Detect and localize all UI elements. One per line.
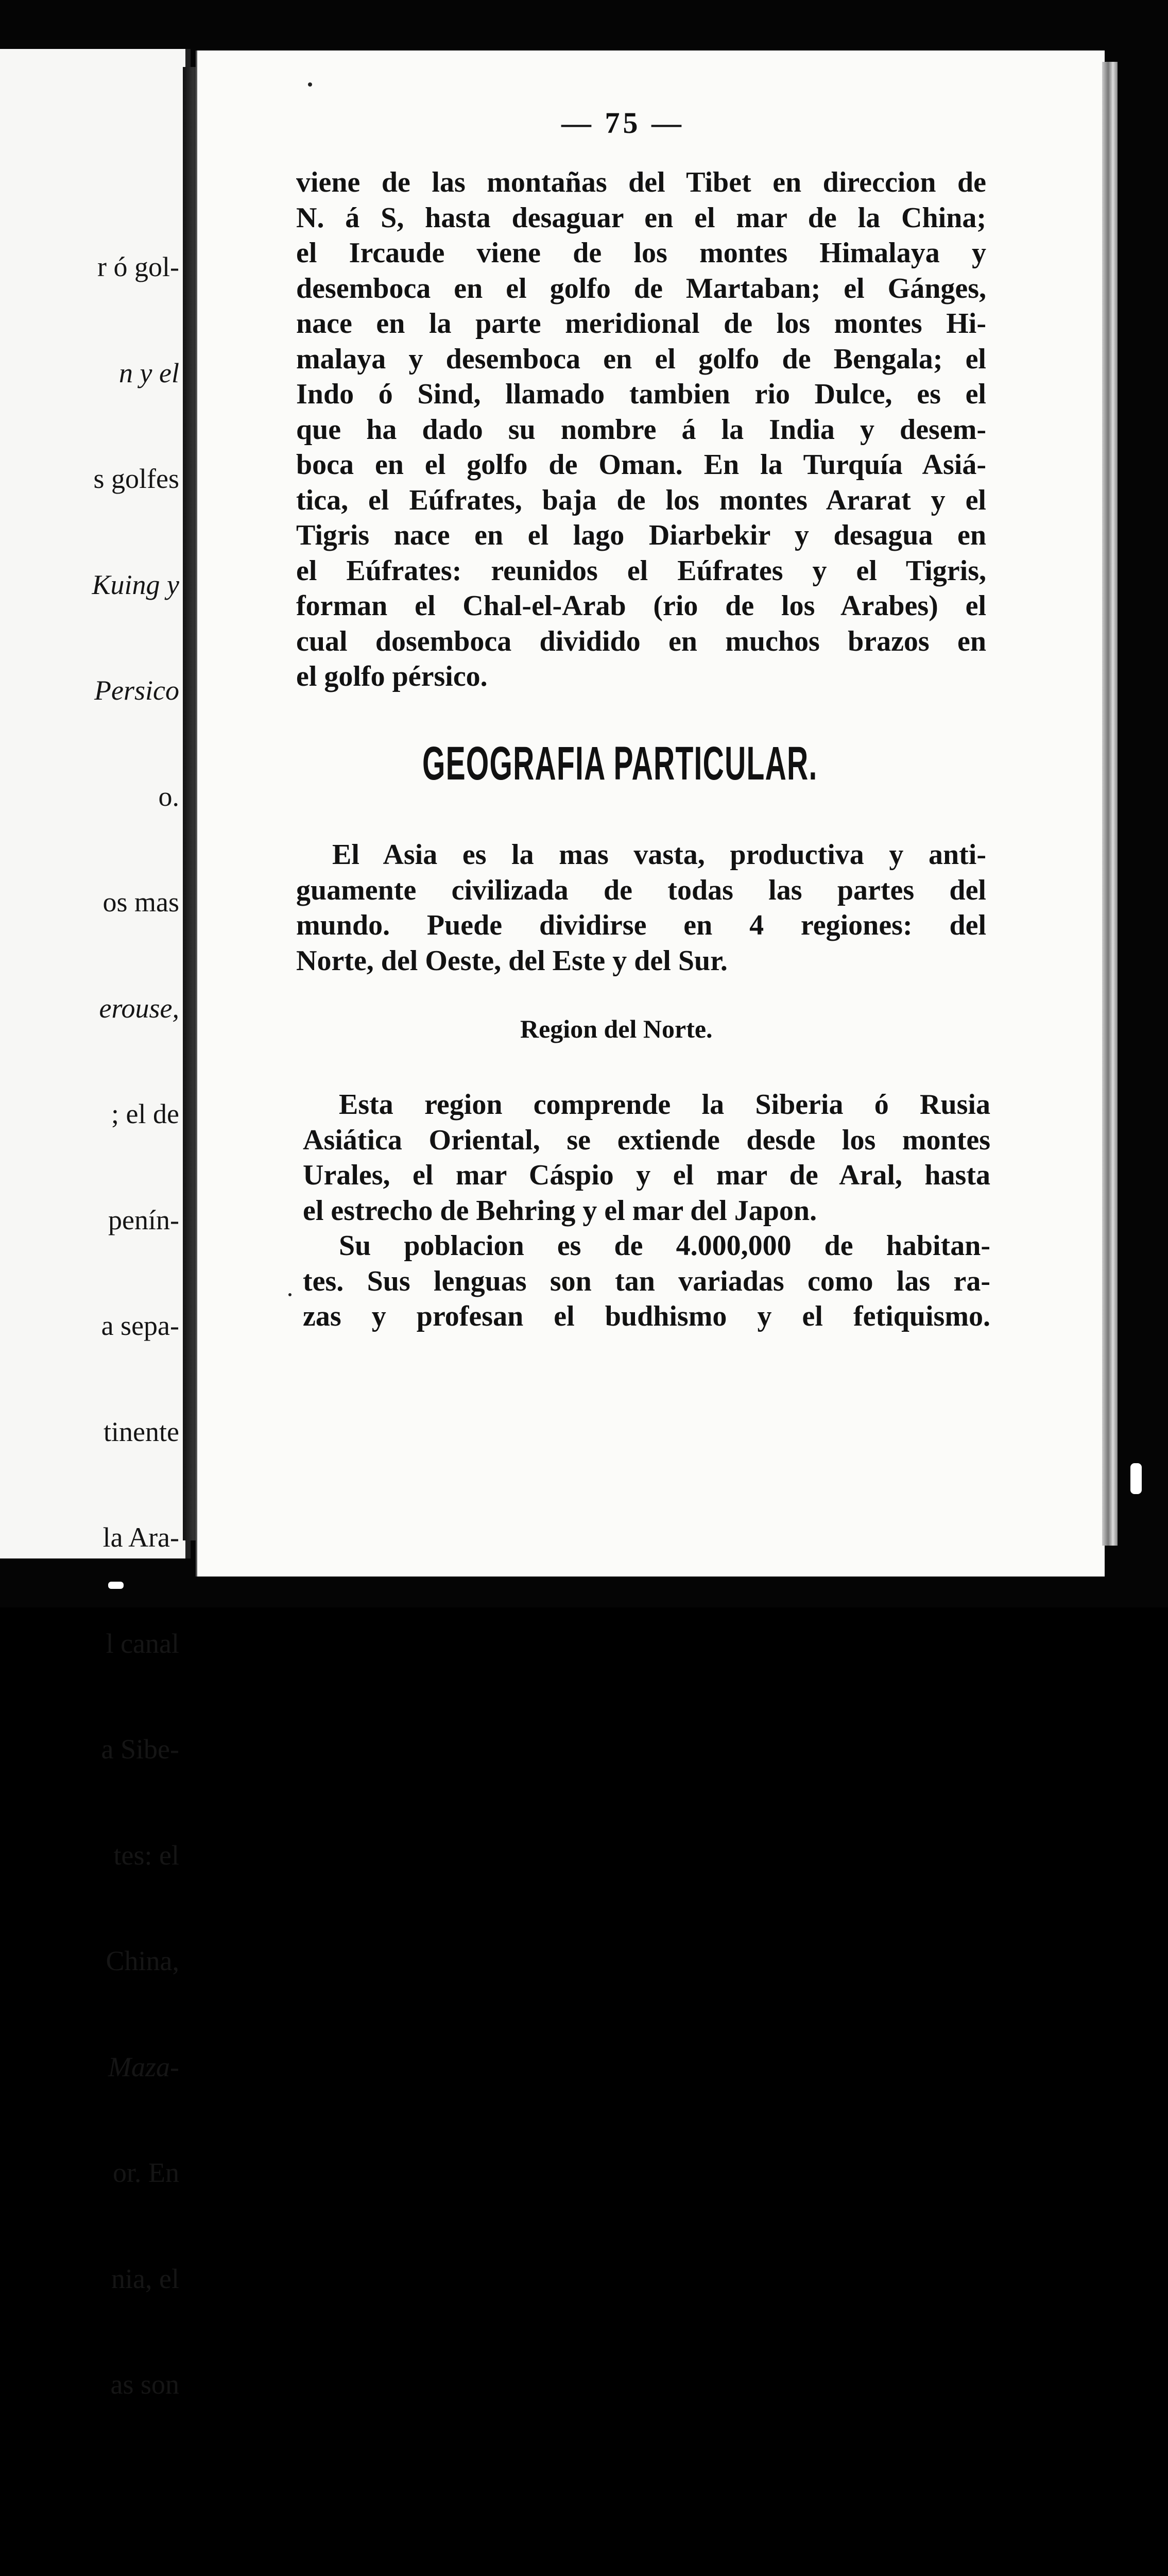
text-line: nace en la parte meridional de los montes Hi-: [296, 308, 986, 340]
left-line: Maza-: [108, 2051, 179, 2082]
section-title: GEOGRAFIA PARTICULAR.: [422, 737, 818, 790]
left-line: Kuing y: [92, 569, 179, 600]
text-line: malaya y desemboca en el golfo de Bengala; el: [296, 343, 986, 375]
left-line: os mas: [102, 887, 179, 918]
text-line: desemboca en el golfo de Martaban; el Gánges,: [296, 272, 986, 304]
text-line: el Ircaude viene de los montes Himalaya y: [296, 237, 986, 269]
text-line: tes. Sus lenguas son tan variadas como las ra-: [303, 1265, 990, 1297]
left-line: Persico: [94, 675, 179, 706]
text-line: Norte, del Oeste, del Este y del Sur.: [296, 944, 728, 977]
text-line: El Asia es la mas vasta, productiva y anti-: [332, 839, 986, 871]
scan-artifact: [108, 1582, 124, 1589]
left-line: tinente: [104, 1416, 179, 1447]
page-edge-stack: [1102, 62, 1118, 1546]
scan-artifact: [1130, 1463, 1142, 1494]
left-line: erouse,: [99, 992, 179, 1024]
text-line: Tigris nace en el lago Diarbekir y desagua en: [296, 519, 986, 551]
page-number: — 75 —: [561, 106, 684, 140]
left-line: as son: [110, 2369, 179, 2400]
left-line: a sepa-: [101, 1310, 179, 1341]
text-line: forman el Chal-el-Arab (rio de los Arabes) el: [296, 590, 986, 622]
text-line: cual dosemboca dividido en muchos brazos en: [296, 625, 986, 657]
text-line: el estrecho de Behring y el mar del Japon.: [303, 1194, 817, 1227]
left-line: r ó gol-: [97, 251, 179, 282]
left-line: or. En: [113, 2157, 179, 2188]
left-line: s golfes: [93, 463, 179, 494]
text-line: viene de las montañas del Tibet en direccion de: [296, 166, 986, 198]
paragraph-asia-intro: [296, 837, 986, 978]
facing-page-left: [0, 49, 191, 2400]
text-line: Esta region comprende la Siberia ó Rusia: [339, 1089, 990, 1121]
paragraph-region-norte: [303, 1087, 990, 1334]
left-line-gap: [92, 2473, 180, 2509]
left-line: o.: [158, 781, 179, 812]
left-line: penín-: [108, 1204, 179, 1235]
print-speck: [308, 82, 312, 87]
text-line: guamente civilizada de todas las partes del: [296, 874, 986, 906]
print-speck: [288, 1293, 291, 1296]
text-line: Urales, el mar Cáspio y el mar de Aral, hasta: [303, 1159, 990, 1191]
left-line: tes: el: [113, 1839, 179, 1871]
text-line: Asiática Oriental, se extiende desde los montes: [303, 1124, 990, 1156]
facing-page-text: [92, 179, 180, 2576]
left-line: n y el: [119, 357, 179, 388]
paragraph-rivers: [296, 165, 986, 694]
text-line: el Eúfrates: reunidos el Eúfrates y el Tigris,: [296, 554, 986, 587]
text-line: que ha dado su nombre á la India y desem-: [296, 413, 986, 446]
text-line: Indo ó Sind, llamado tambien rio Dulce, es el: [296, 378, 986, 410]
left-line: nia, el: [111, 2263, 179, 2294]
text-line: N. á S, hasta desaguar en el mar de la China;: [296, 201, 986, 234]
text-line: el golfo pérsico.: [296, 660, 488, 692]
left-line: a Sibe-: [101, 1734, 179, 1765]
text-line: Su poblacion es de 4.000,000 de habitan-: [339, 1230, 990, 1262]
text-line: zas y profesan el budhismo y el fetiquismo.: [303, 1300, 990, 1332]
left-line: China,: [106, 1945, 179, 1976]
text-line: boca en el golfo de Oman. En la Turquía Asiá-: [296, 449, 986, 481]
text-line: mundo. Puede dividirse en 4 regiones: del: [296, 909, 986, 941]
left-line: la Ara-: [102, 1522, 179, 1553]
left-line: l canal: [106, 1628, 179, 1659]
left-line: ; el de: [111, 1098, 179, 1129]
text-line: tica, el Eúfrates, baja de los montes Ararat y el: [296, 484, 986, 516]
subheading-region-norte: Region del Norte.: [520, 1014, 713, 1043]
